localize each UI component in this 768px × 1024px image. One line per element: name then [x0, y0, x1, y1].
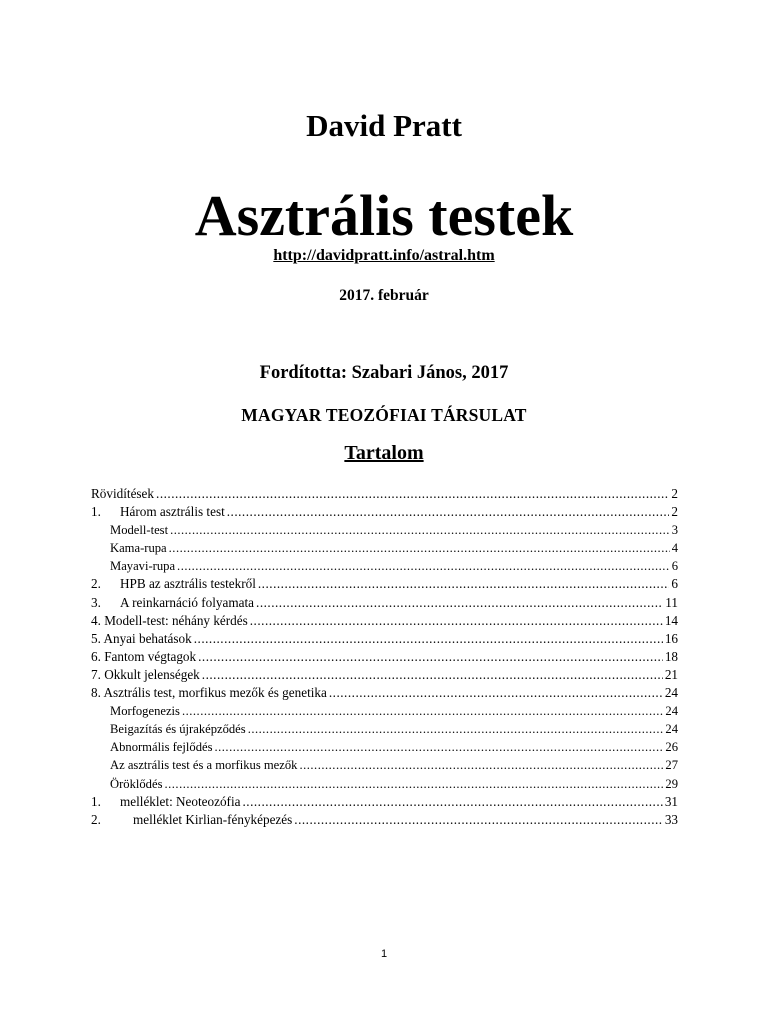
contents-heading: Tartalom	[344, 442, 424, 464]
toc-entry-label: Az asztrális test és a morfikus mezők	[110, 758, 298, 773]
toc-entry-page: 4	[671, 541, 678, 556]
toc-entry-page: 16	[664, 630, 678, 646]
toc-entry-abbreviations[interactable]	[91, 485, 678, 503]
toc-entry-page: 14	[664, 612, 678, 628]
publication-date: 2017. február	[339, 287, 429, 304]
toc-leader-dots	[169, 539, 670, 557]
toc-entry-reincarnation[interactable]	[91, 594, 678, 612]
toc-entry-label: A reinkarnáció folyamata	[120, 594, 255, 610]
toc-entry-appendix-kirlian[interactable]	[91, 811, 678, 829]
toc-entry-label: Öröklődés	[110, 776, 163, 791]
toc-entry-page: 2	[671, 486, 678, 501]
toc-entry-label: Morfogenezis	[110, 704, 180, 719]
toc-leader-dots	[198, 648, 663, 666]
toc-entry-label: 4. Modell-test: néhány kérdés	[91, 612, 248, 628]
source-link[interactable]: http://davidpratt.info/astral.htm	[273, 247, 495, 264]
toc-entry-page: 24	[664, 685, 678, 701]
toc-entry-number: 1.	[91, 793, 101, 809]
toc-entry-mayavi-rupa[interactable]	[91, 557, 678, 575]
document-title: Asztrális testek	[194, 183, 574, 248]
toc-entry-phantom-limbs[interactable]	[91, 648, 678, 666]
toc-entry-page: 6	[671, 576, 678, 592]
toc-entry-page: 18	[664, 648, 678, 664]
toc-leader-dots	[329, 684, 663, 702]
toc-entry-page: 24	[665, 722, 678, 737]
author-name: David Pratt	[306, 108, 462, 143]
toc-entry-page: 29	[665, 776, 678, 791]
toc-leader-dots	[248, 720, 664, 738]
toc-leader-dots	[214, 738, 663, 756]
toc-leader-dots	[258, 575, 670, 593]
toc-entry-page: 31	[664, 793, 678, 809]
toc-entry-label: Három asztrális test	[120, 504, 225, 520]
toc-entry-label: Kama-rupa	[110, 541, 167, 556]
toc-entry-astral-morphic-fields[interactable]	[91, 756, 678, 774]
toc-entry-astral-genetics[interactable]	[91, 684, 678, 702]
toc-entry-page: 6	[671, 559, 678, 574]
toc-entry-label: HPB az asztrális testekről	[120, 576, 256, 592]
toc-entry-label: Mayavi-rupa	[110, 559, 176, 574]
toc-entry-label: melléklet Kirlian-fényképezés	[133, 811, 293, 827]
toc-entry-number: 2.	[91, 811, 101, 827]
toc-entry-abnormal-development[interactable]	[91, 738, 678, 756]
toc-entry-three-astral-bodies[interactable]	[91, 503, 678, 521]
toc-entry-label: 7. Okkult jelenségek	[91, 666, 200, 682]
toc-entry-appendix-neotheosophy[interactable]	[91, 793, 678, 811]
toc-entry-page: 26	[665, 740, 678, 755]
society-name: MAGYAR TEOZÓFIAI TÁRSULAT	[241, 405, 527, 425]
toc-entry-page: 21	[664, 666, 678, 682]
toc-entry-page: 33	[664, 811, 678, 827]
toc-leader-dots	[177, 557, 670, 575]
toc-entry-page: 3	[671, 523, 678, 538]
translator-credit: Fordította: Szabari János, 2017	[259, 363, 509, 383]
toc-entry-page: 27	[665, 758, 678, 773]
toc-leader-dots	[256, 594, 663, 612]
toc-entry-occult-phenomena[interactable]	[91, 666, 678, 684]
toc-entry-label: melléklet: Neoteozófia	[120, 793, 241, 809]
toc-entry-label: 8. Asztrális test, morfikus mezők és genetika	[91, 685, 327, 701]
toc-leader-dots	[227, 503, 670, 521]
toc-entry-page: 2	[671, 504, 678, 520]
toc-leader-dots	[164, 775, 663, 793]
table-of-contents	[91, 485, 678, 829]
toc-entry-label: 6. Fantom végtagok	[91, 648, 197, 664]
toc-entry-morphogenesis[interactable]	[91, 702, 678, 720]
toc-entry-hpb-astral[interactable]	[91, 575, 678, 593]
toc-entry-heredity[interactable]	[91, 775, 678, 793]
toc-entry-number: 3.	[91, 594, 101, 610]
toc-entry-label: Modell-test	[110, 523, 169, 538]
toc-entry-label: Rövidítések	[91, 486, 155, 501]
toc-entry-label: Abnormális fejlődés	[110, 740, 213, 755]
toc-entry-page: 24	[665, 704, 678, 719]
toc-leader-dots	[182, 702, 663, 720]
toc-leader-dots	[194, 630, 663, 648]
toc-leader-dots	[299, 756, 663, 774]
toc-leader-dots	[250, 612, 663, 630]
toc-entry-label: Beigazítás és újraképződés	[110, 722, 246, 737]
toc-entry-label: 5. Anyai behatások	[91, 630, 192, 646]
page-number: 1	[380, 948, 388, 960]
toc-leader-dots	[170, 521, 670, 539]
toc-leader-dots	[202, 666, 663, 684]
toc-leader-dots	[156, 485, 669, 503]
toc-entry-number: 1.	[91, 504, 101, 520]
toc-leader-dots	[242, 793, 662, 811]
toc-entry-regulation-regeneration[interactable]	[91, 720, 678, 738]
toc-leader-dots	[294, 811, 663, 829]
toc-entry-model-body-questions[interactable]	[91, 612, 678, 630]
toc-entry-number: 2.	[91, 576, 101, 592]
toc-entry-kama-rupa[interactable]	[91, 539, 678, 557]
toc-entry-page: 11	[665, 594, 678, 610]
toc-entry-model-body[interactable]	[91, 521, 678, 539]
toc-entry-maternal-influences[interactable]	[91, 630, 678, 648]
